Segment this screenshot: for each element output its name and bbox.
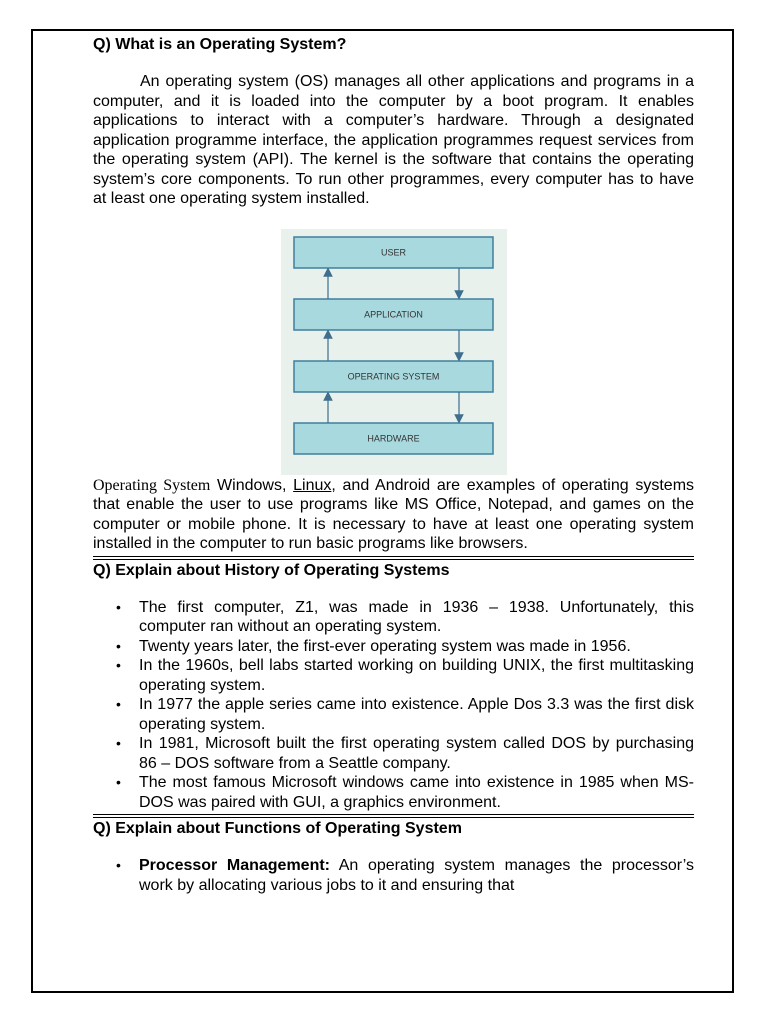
list-item: • The most famous Microsoft windows came into existence in 1985 when MS-DOS was paired with GUI, a graphics environment. [93,773,694,812]
layer-label-hardware: HARDWARE [367,433,420,443]
function-term: Processor Management: [139,857,331,874]
os-examples-paragraph [93,476,694,554]
document-content [93,35,694,895]
question-what-is-os: Q) What is an Operating System? [93,36,347,53]
section-divider-2 [93,814,694,818]
question-history-of-os: Q) Explain about History of Operating Systems [93,561,450,579]
linux-link[interactable]: Linux [293,476,332,494]
functions-list [93,856,694,895]
question-functions-of-os: Q) Explain about Functions of Operating System [93,820,462,837]
function-description: An operating system manages the processor’s work by allocating various jobs to it and ensuring that [139,857,694,894]
os-layers-diagram [281,229,507,475]
list-item: • In 1981, Microsoft built the first operating system called DOS by purchasing 86 – DOS software from a Seattle company. [93,734,694,773]
examples-text-after-link: , and Android are examples of operating systems that enable the user to use programs like MS Office, Notepad, and games on the computer or mobile phone. It is necessary to have at least one operating system installed in the computer to run basic programs like browsers. [93,476,695,552]
os-definition-paragraph: An operating system (OS) manages all other applications and programs in a computer, and it is loaded into the computer by a boot program. It enables applications to interact with a computer’s hardware. Through a designated application programme interface, the application programmes request services from the operating system (API). The kernel is the software that contains the operating system’s core components. To run other programmes, every computer has to have at least one operating system installed. [93,73,694,207]
list-item: • Twenty years later, the first-ever operating system was made in 1956. [93,637,694,657]
list-item: • In the 1960s, bell labs started working on building UNIX, the first multitasking operating system. [93,656,694,695]
layer-label-application: APPLICATION [364,309,423,319]
section-divider-1 [93,556,694,560]
examples-lead: Operating System [93,476,211,494]
list-item [93,856,694,895]
history-list [93,598,694,813]
list-item: • In 1977 the apple series came into existence. Apple Dos 3.3 was the first disk operating system. [93,695,694,734]
examples-text-before-link: Windows, [210,476,294,494]
list-item: • The first computer, Z1, was made in 1936 – 1938. Unfortunately, this computer ran without an operating system. [93,598,694,637]
os-layers-svg [281,229,507,475]
layer-label-user: USER [380,247,407,257]
layer-label-operating-system: OPERATING SYSTEM [347,371,440,381]
